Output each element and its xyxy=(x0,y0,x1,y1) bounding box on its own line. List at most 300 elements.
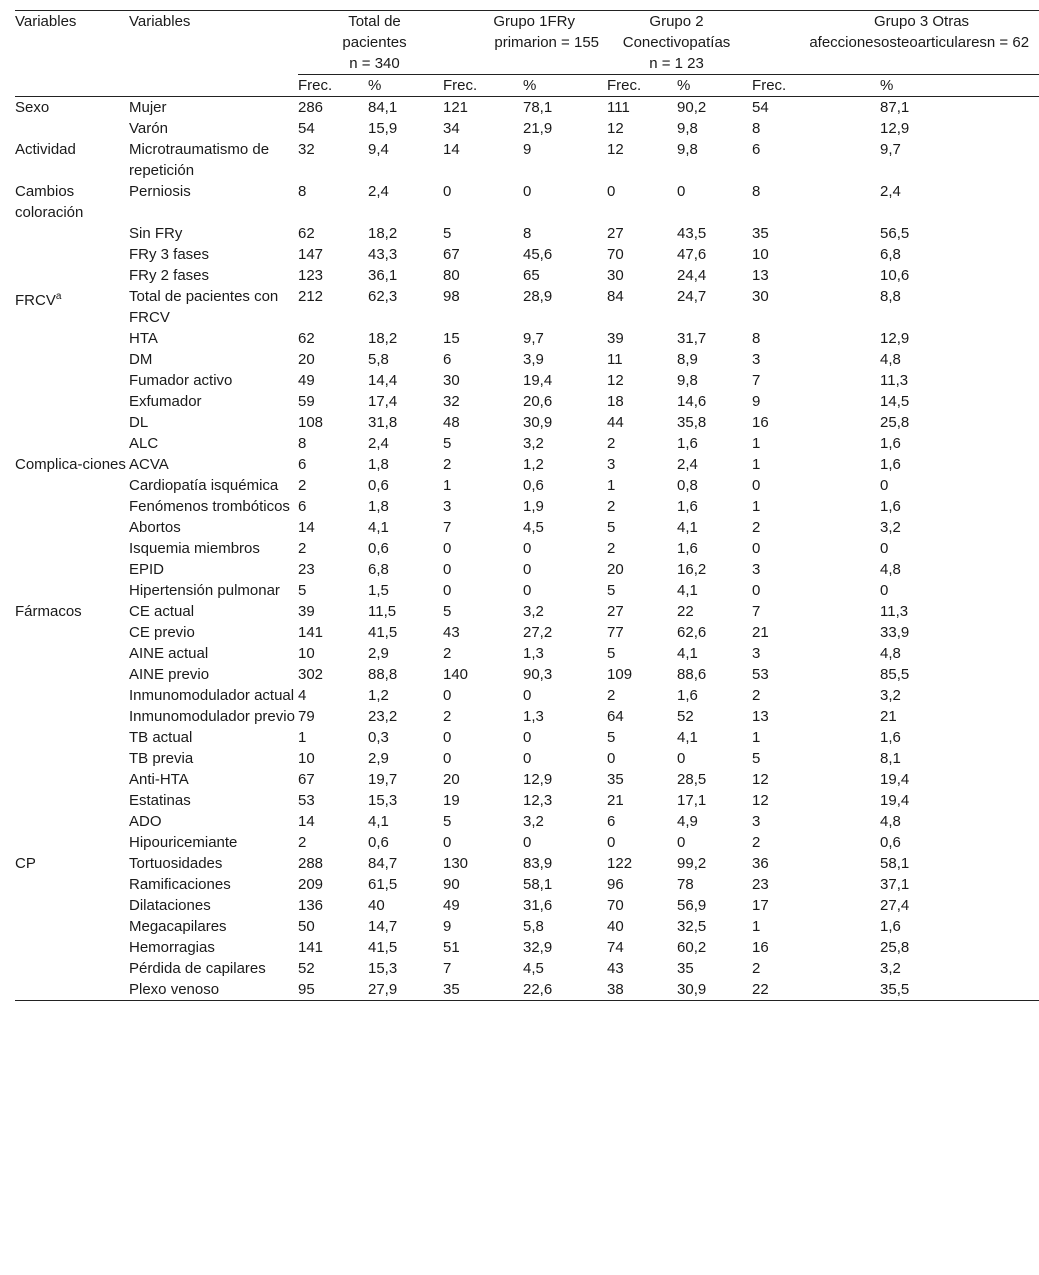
row-variable: CE previo xyxy=(129,624,195,641)
row-category xyxy=(15,706,129,727)
cell-frec: 43 xyxy=(607,960,624,977)
cell-pct: 2,9 xyxy=(368,645,389,662)
row-variable: Isquemia miembros xyxy=(129,540,260,557)
table-row xyxy=(15,748,1039,769)
cell-pct: 9,8 xyxy=(677,120,698,137)
cell-frec: 39 xyxy=(607,330,624,347)
cell-frec: 209 xyxy=(298,876,324,893)
table-row xyxy=(15,97,1039,119)
subheader-frec: Frec. xyxy=(752,75,880,97)
cell-frec: 5 xyxy=(607,729,616,746)
cell-pct: 11,3 xyxy=(880,603,909,620)
cell-pct: 4,8 xyxy=(880,351,901,368)
cell-frec: 5 xyxy=(752,750,761,767)
cell-frec: 6 xyxy=(298,498,307,515)
row-category xyxy=(15,727,129,748)
cell-frec: 36 xyxy=(752,855,769,872)
row-variable: Ramificaciones xyxy=(129,876,231,893)
cell-pct: 41,5 xyxy=(368,624,398,641)
cell-frec: 62 xyxy=(298,330,315,347)
cell-frec: 10 xyxy=(298,645,315,662)
row-variable: Abortos xyxy=(129,519,181,536)
row-category xyxy=(15,832,129,853)
cell-pct: 11,5 xyxy=(368,603,397,620)
cell-pct: 0 xyxy=(677,750,686,767)
cell-pct: 43,3 xyxy=(368,246,398,263)
row-category xyxy=(15,559,129,580)
cell-pct: 9 xyxy=(523,141,532,158)
cell-pct: 4,8 xyxy=(880,645,901,662)
cell-pct: 47,6 xyxy=(677,246,707,263)
cell-frec: 2 xyxy=(298,834,307,851)
cell-pct: 4,1 xyxy=(368,813,389,830)
table-row xyxy=(15,580,1039,601)
cell-frec: 13 xyxy=(752,708,769,725)
table-row xyxy=(15,790,1039,811)
cell-pct: 0 xyxy=(523,540,532,557)
cell-frec: 3 xyxy=(607,456,616,473)
cell-frec: 20 xyxy=(443,771,460,788)
row-category xyxy=(15,475,129,496)
row-category xyxy=(15,517,129,538)
cell-pct: 35,5 xyxy=(880,979,1039,1001)
cell-pct: 1,9 xyxy=(523,498,544,515)
cell-frec: 130 xyxy=(443,855,469,872)
cell-pct: 21 xyxy=(880,708,897,725)
cell-frec: 6 xyxy=(443,351,452,368)
cell-pct: 84,7 xyxy=(368,855,398,872)
table-row xyxy=(15,916,1039,937)
cell-pct: 58,1 xyxy=(880,855,910,872)
cell-pct: 0 xyxy=(523,834,532,851)
cell-frec: 17 xyxy=(752,897,769,914)
cell-frec: 4 xyxy=(298,687,307,704)
cell-pct: 45,6 xyxy=(523,246,553,263)
cell-frec: 288 xyxy=(298,855,324,872)
cell-pct: 3,2 xyxy=(880,519,901,536)
cell-pct: 0,6 xyxy=(368,540,389,557)
cell-pct: 0,8 xyxy=(677,477,698,494)
table-row xyxy=(15,895,1039,916)
row-category xyxy=(15,370,129,391)
table-row xyxy=(15,601,1039,622)
cell-frec: 80 xyxy=(443,267,460,284)
cell-pct: 5,8 xyxy=(523,918,544,935)
cell-pct: 4,5 xyxy=(523,960,544,977)
cell-pct: 0,3 xyxy=(368,729,389,746)
header-variables-1: Variables xyxy=(15,11,129,75)
cell-frec: 0 xyxy=(443,750,452,767)
row-variable: Cardiopatía isquémica xyxy=(129,477,279,494)
cell-pct: 4,1 xyxy=(677,645,698,662)
cell-pct: 10,6 xyxy=(880,267,910,284)
table-row xyxy=(15,496,1039,517)
cell-frec: 64 xyxy=(607,708,624,725)
row-category: Cambios coloración xyxy=(15,183,84,221)
cell-frec: 84 xyxy=(607,288,624,305)
row-variable: FRy 2 fases xyxy=(129,267,210,284)
header-group-2: Grupo 2 Conectivopatías n = 1 23 xyxy=(607,11,752,75)
cell-pct: 0 xyxy=(677,183,686,200)
cell-frec: 35 xyxy=(443,979,523,1001)
subheader-frec: Frec. xyxy=(298,75,368,97)
cell-frec: 30 xyxy=(607,267,624,284)
row-variable: Varón xyxy=(129,120,168,137)
cell-frec: 8 xyxy=(752,120,761,137)
cell-pct: 90,3 xyxy=(523,666,553,683)
row-variable: Fumador activo xyxy=(129,372,233,389)
cell-pct: 4,9 xyxy=(677,813,698,830)
cell-frec: 5 xyxy=(443,435,452,452)
table-row xyxy=(15,811,1039,832)
row-category: FRCV$^a$ xyxy=(15,291,62,309)
cell-pct: 52 xyxy=(677,708,694,725)
cell-pct: 11,3 xyxy=(880,372,909,389)
cell-frec: 0 xyxy=(443,561,452,578)
cell-frec: 1 xyxy=(752,918,761,935)
cell-pct: 9,8 xyxy=(677,141,698,158)
row-variable: DM xyxy=(129,351,153,368)
cell-frec: 111 xyxy=(607,99,630,116)
cell-pct: 19,4 xyxy=(523,372,553,389)
cell-frec: 53 xyxy=(298,792,315,809)
cell-pct: 65 xyxy=(523,267,540,284)
cell-frec: 13 xyxy=(752,267,769,284)
cell-pct: 14,5 xyxy=(880,393,910,410)
row-category xyxy=(15,769,129,790)
cell-frec: 67 xyxy=(298,771,315,788)
table-row xyxy=(15,874,1039,895)
cell-pct: 60,2 xyxy=(677,939,707,956)
table-row xyxy=(15,475,1039,496)
cell-pct: 3,2 xyxy=(523,813,544,830)
cell-frec: 141 xyxy=(298,939,324,956)
table-row xyxy=(15,286,1039,328)
cell-frec: 52 xyxy=(298,960,315,977)
cell-frec: 5 xyxy=(607,519,616,536)
row-variable: TB previa xyxy=(129,750,194,767)
row-category xyxy=(15,937,129,958)
cell-pct: 12,3 xyxy=(523,792,553,809)
row-category xyxy=(15,244,129,265)
cell-frec: 21 xyxy=(607,792,624,809)
cell-pct: 90,2 xyxy=(677,99,707,116)
cell-pct: 33,9 xyxy=(880,624,910,641)
cell-frec: 0 xyxy=(443,582,452,599)
table-row xyxy=(15,391,1039,412)
table-row xyxy=(15,433,1039,454)
cell-frec: 16 xyxy=(752,939,769,956)
row-variable: Estatinas xyxy=(129,792,191,809)
cell-frec: 2 xyxy=(443,708,452,725)
cell-frec: 54 xyxy=(298,120,315,137)
cell-frec: 0 xyxy=(607,750,616,767)
cell-frec: 6 xyxy=(752,141,761,158)
cell-pct: 15,3 xyxy=(368,960,398,977)
row-variable: DL xyxy=(129,414,149,431)
cell-frec: 1 xyxy=(752,498,761,515)
table-row xyxy=(15,244,1039,265)
row-variable: Hemorragias xyxy=(129,939,215,956)
cell-frec: 9 xyxy=(443,918,452,935)
cell-pct: 1,6 xyxy=(880,456,901,473)
cell-pct: 9,7 xyxy=(523,330,544,347)
cell-pct: 1,6 xyxy=(677,435,698,452)
cell-pct: 16,2 xyxy=(677,561,707,578)
cell-pct: 40 xyxy=(368,897,385,914)
cell-frec: 79 xyxy=(298,708,315,725)
cell-pct: 1,6 xyxy=(677,687,698,704)
row-category xyxy=(15,958,129,979)
cell-pct: 88,6 xyxy=(677,666,707,683)
cell-pct: 12,9 xyxy=(880,120,910,137)
cell-frec: 30 xyxy=(752,288,769,305)
cell-pct: 4,5 xyxy=(523,519,544,536)
cell-frec: 0 xyxy=(443,183,452,200)
cell-frec: 7 xyxy=(752,603,761,620)
table-row xyxy=(15,328,1039,349)
cell-pct: 0,6 xyxy=(523,477,544,494)
cell-frec: 30 xyxy=(443,372,460,389)
cell-pct: 1,2 xyxy=(368,687,389,704)
cell-pct: 4,1 xyxy=(368,519,389,536)
table-row xyxy=(15,979,1039,1001)
cell-pct: 4,8 xyxy=(880,813,901,830)
cell-pct: 8,8 xyxy=(880,288,901,305)
cell-pct: 2,4 xyxy=(880,183,901,200)
cell-pct: 19,7 xyxy=(368,771,398,788)
cell-pct: 1,8 xyxy=(368,456,389,473)
cell-pct: 27,4 xyxy=(880,897,910,914)
cell-pct: 28,5 xyxy=(677,771,707,788)
row-category xyxy=(15,811,129,832)
cell-frec: 0 xyxy=(752,582,761,599)
header-variables-2: Variables xyxy=(129,11,298,75)
cell-pct: 21,9 xyxy=(523,120,553,137)
cell-pct: 1,3 xyxy=(523,645,544,662)
cell-frec: 39 xyxy=(298,603,315,620)
cell-pct: 87,1 xyxy=(880,99,910,116)
table-row xyxy=(15,832,1039,853)
cell-frec: 3 xyxy=(752,561,761,578)
cell-frec: 2 xyxy=(752,834,761,851)
cell-pct: 2,4 xyxy=(677,456,698,473)
row-variable: Megacapilares xyxy=(129,918,227,935)
table-row xyxy=(15,664,1039,685)
cell-pct: 1,2 xyxy=(523,456,544,473)
results-table xyxy=(15,10,1039,1001)
subheader-pct: % xyxy=(368,75,443,97)
cell-frec: 0 xyxy=(607,183,616,200)
cell-frec: 54 xyxy=(752,99,769,116)
cell-frec: 15 xyxy=(443,330,460,347)
cell-pct: 12,9 xyxy=(523,771,553,788)
row-category xyxy=(15,979,129,1001)
cell-pct: 37,1 xyxy=(880,876,910,893)
cell-pct: 23,2 xyxy=(368,708,398,725)
cell-frec: 90 xyxy=(443,876,460,893)
cell-pct: 27,9 xyxy=(368,979,443,1001)
cell-pct: 32,9 xyxy=(523,939,553,956)
subheader-pct: % xyxy=(523,75,607,97)
cell-pct: 19,4 xyxy=(880,792,910,809)
cell-frec: 2 xyxy=(607,435,616,452)
cell-frec: 140 xyxy=(443,666,469,683)
cell-frec: 0 xyxy=(443,729,452,746)
row-category xyxy=(15,496,129,517)
row-variable: ACVA xyxy=(129,456,169,473)
cell-pct: 56,5 xyxy=(880,225,910,242)
cell-frec: 123 xyxy=(298,267,324,284)
cell-pct: 3,2 xyxy=(880,960,901,977)
cell-frec: 16 xyxy=(752,414,769,431)
cell-pct: 24,4 xyxy=(677,267,707,284)
footnote-marker: a xyxy=(55,291,62,302)
cell-pct: 3,2 xyxy=(880,687,901,704)
table-row xyxy=(15,118,1039,139)
cell-pct: 30,9 xyxy=(523,414,553,431)
cell-frec: 49 xyxy=(298,372,315,389)
cell-frec: 5 xyxy=(443,813,452,830)
table-row xyxy=(15,517,1039,538)
cell-frec: 23 xyxy=(298,561,315,578)
cell-pct: 1,6 xyxy=(880,918,901,935)
cell-frec: 20 xyxy=(298,351,315,368)
cell-frec: 1 xyxy=(752,435,761,452)
cell-frec: 14 xyxy=(443,141,460,158)
cell-frec: 32 xyxy=(298,141,315,158)
cell-frec: 95 xyxy=(298,979,368,1001)
cell-pct: 6,8 xyxy=(368,561,389,578)
cell-frec: 44 xyxy=(607,414,624,431)
cell-pct: 30,9 xyxy=(677,979,752,1001)
cell-pct: 3,9 xyxy=(523,351,544,368)
row-category xyxy=(15,874,129,895)
cell-pct: 62,3 xyxy=(368,288,398,305)
cell-pct: 9,7 xyxy=(880,141,901,158)
cell-frec: 3 xyxy=(752,813,761,830)
cell-pct: 1,5 xyxy=(368,582,389,599)
row-category xyxy=(15,349,129,370)
cell-frec: 212 xyxy=(298,288,324,305)
row-variable: TB actual xyxy=(129,729,193,746)
cell-frec: 1 xyxy=(443,477,452,494)
cell-pct: 0 xyxy=(880,582,889,599)
cell-frec: 141 xyxy=(298,624,324,641)
table-row xyxy=(15,853,1039,874)
cell-pct: 85,5 xyxy=(880,666,910,683)
cell-frec: 49 xyxy=(443,897,460,914)
cell-pct: 4,1 xyxy=(677,582,698,599)
cell-frec: 5 xyxy=(607,645,616,662)
cell-frec: 1 xyxy=(298,729,307,746)
row-category xyxy=(15,622,129,643)
cell-pct: 14,4 xyxy=(368,372,398,389)
cell-frec: 14 xyxy=(298,813,315,830)
cell-frec: 3 xyxy=(752,351,761,368)
row-variable: EPID xyxy=(129,561,165,578)
cell-pct: 0 xyxy=(523,687,532,704)
cell-pct: 0 xyxy=(523,582,532,599)
row-category xyxy=(15,685,129,706)
row-category xyxy=(15,433,129,454)
row-category xyxy=(15,265,129,286)
cell-pct: 19,4 xyxy=(880,771,910,788)
table-row xyxy=(15,370,1039,391)
cell-pct: 9,8 xyxy=(677,372,698,389)
cell-frec: 1 xyxy=(752,729,761,746)
subheader-pct: % xyxy=(677,75,752,97)
cell-frec: 22 xyxy=(752,979,880,1001)
cell-frec: 1 xyxy=(607,477,616,494)
cell-pct: 20,6 xyxy=(523,393,553,410)
cell-pct: 14,6 xyxy=(677,393,707,410)
cell-frec: 109 xyxy=(607,666,633,683)
cell-frec: 121 xyxy=(443,99,469,116)
cell-frec: 50 xyxy=(298,918,315,935)
cell-pct: 22,6 xyxy=(523,979,607,1001)
cell-pct: 0,6 xyxy=(368,834,389,851)
cell-pct: 0 xyxy=(523,183,532,200)
row-variable: Exfumador xyxy=(129,393,202,410)
row-variable: ADO xyxy=(129,813,162,830)
cell-frec: 12 xyxy=(752,792,769,809)
row-category: Complica-ciones xyxy=(15,456,126,473)
cell-frec: 74 xyxy=(607,939,624,956)
cell-frec: 3 xyxy=(752,645,761,662)
cell-frec: 0 xyxy=(752,540,761,557)
cell-pct: 83,9 xyxy=(523,855,553,872)
cell-frec: 2 xyxy=(752,687,761,704)
cell-pct: 35,8 xyxy=(677,414,707,431)
cell-frec: 7 xyxy=(443,519,452,536)
cell-frec: 70 xyxy=(607,246,624,263)
cell-frec: 70 xyxy=(607,897,624,914)
table-row xyxy=(15,622,1039,643)
row-category xyxy=(15,895,129,916)
cell-pct: 4,1 xyxy=(677,729,698,746)
cell-pct: 5,8 xyxy=(368,351,389,368)
row-category xyxy=(15,643,129,664)
cell-pct: 43,5 xyxy=(677,225,707,242)
cell-frec: 2 xyxy=(607,687,616,704)
subheader-frec: Frec. xyxy=(607,75,677,97)
row-category: Sexo xyxy=(15,99,50,116)
cell-frec: 77 xyxy=(607,624,624,641)
cell-pct: 56,9 xyxy=(677,897,707,914)
cell-frec: 35 xyxy=(752,225,769,242)
row-variable: AINE actual xyxy=(129,645,209,662)
cell-pct: 18,2 xyxy=(368,225,398,242)
header-row xyxy=(15,11,1039,75)
table-row xyxy=(15,139,1039,181)
cell-frec: 27 xyxy=(607,225,624,242)
table-row xyxy=(15,706,1039,727)
cell-pct: 0 xyxy=(523,561,532,578)
cell-pct: 0,6 xyxy=(880,834,901,851)
cell-pct: 58,1 xyxy=(523,876,553,893)
cell-pct: 3,2 xyxy=(523,435,544,452)
cell-frec: 2 xyxy=(443,645,452,662)
cell-pct: 78 xyxy=(677,876,694,893)
cell-pct: 0 xyxy=(880,540,889,557)
cell-frec: 48 xyxy=(443,414,460,431)
row-variable: CE actual xyxy=(129,603,195,620)
table-row xyxy=(15,958,1039,979)
cell-frec: 23 xyxy=(752,876,769,893)
cell-frec: 2 xyxy=(607,498,616,515)
table-row xyxy=(15,685,1039,706)
